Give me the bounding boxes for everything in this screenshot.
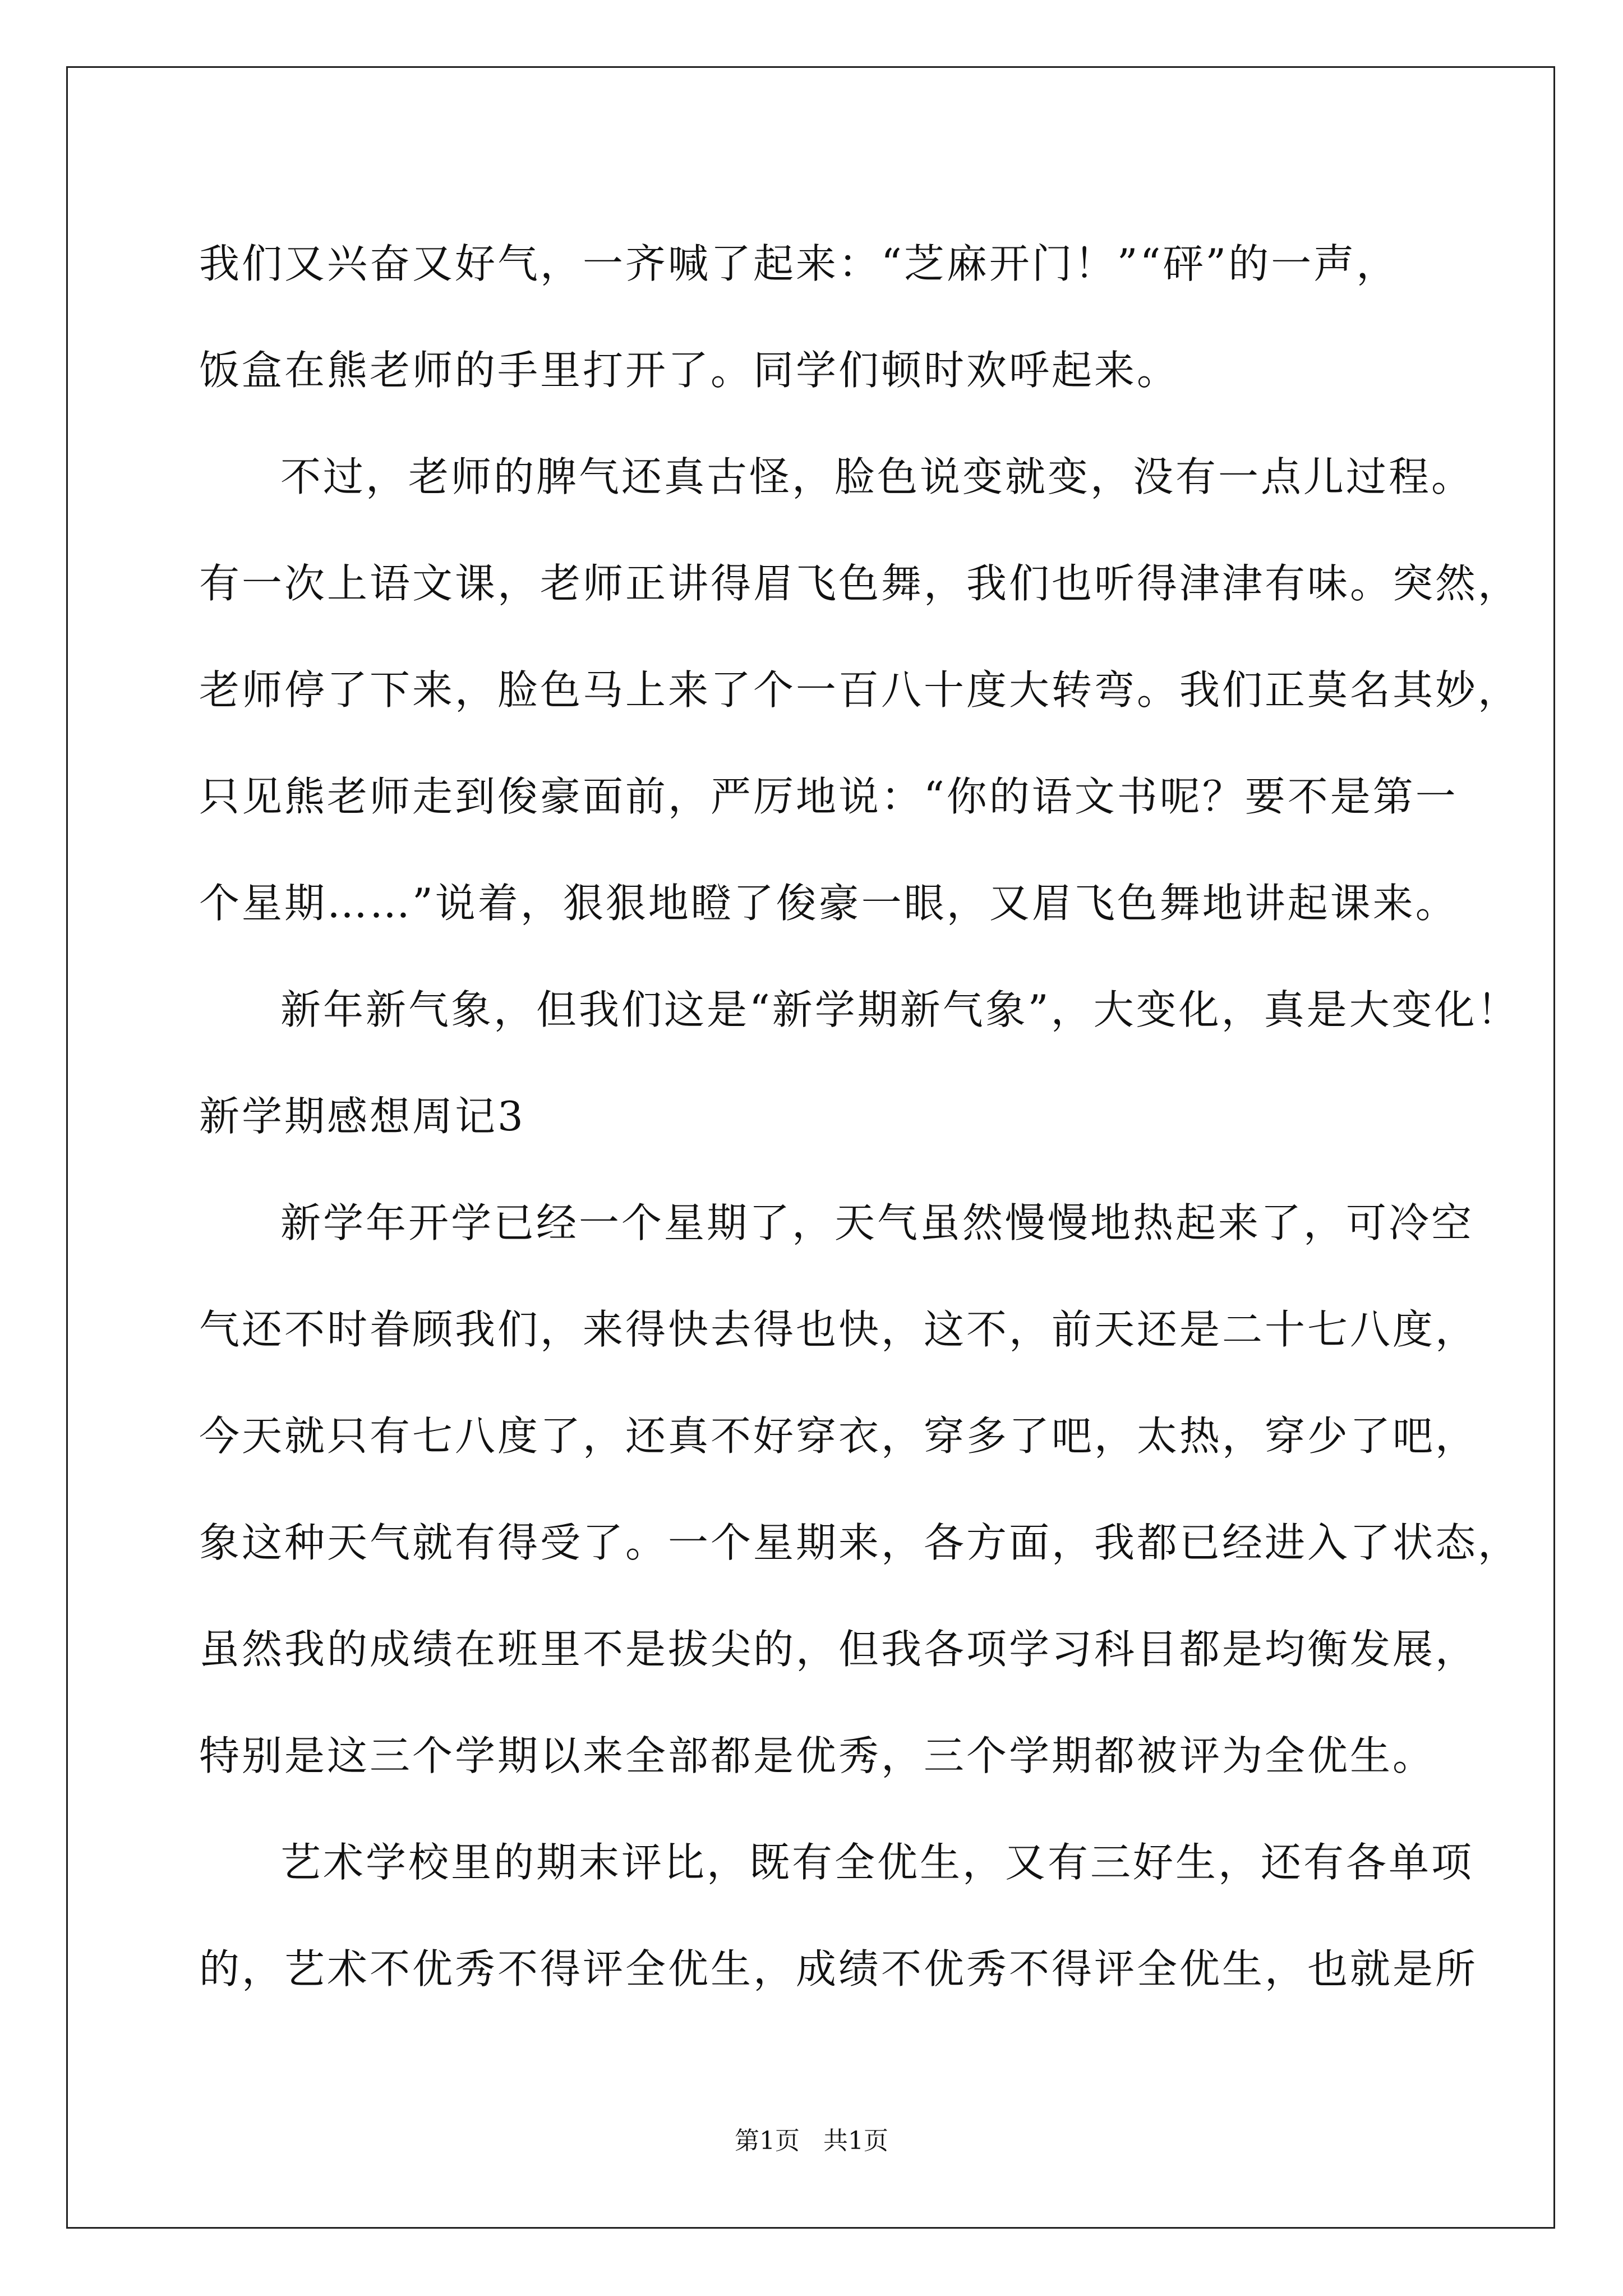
text-line-6: 只见熊老师走到俊豪面前，严厉地说：“你的语文书呢？要不是第一 [199, 773, 1458, 820]
text-line-1: 我们又兴奋又好气，一齐喊了起来：“芝麻开门！”“砰”的一声， [199, 240, 1399, 287]
text-line-5: 老师停了下来，脸色马上来了个一百八十度大转弯。我们正莫名其妙， [199, 666, 1521, 714]
text-line-3: 不过，老师的脾气还真古怪，脸色说变就变，没有一点儿过程。 [280, 453, 1474, 500]
text-line-11: 气还不时眷顾我们，来得快去得也快，这不，前天还是二十七八度， [199, 1306, 1478, 1353]
text-line-7: 个星期……”说着，狠狠地瞪了俊豪一眼，又眉飞色舞地讲起课来。 [199, 880, 1458, 927]
text-line-14: 虽然我的成绩在班里不是拔尖的，但我各项学习科目都是均衡发展， [199, 1626, 1478, 1673]
section-heading: 新学期感想周记3 [199, 1093, 525, 1140]
text-line-10: 新学年开学已经一个星期了，天气虽然慢慢地热起来了，可冷空 [280, 1199, 1474, 1246]
text-line-17: 的，艺术不优秀不得评全优生，成绩不优秀不得评全优生，也就是所 [199, 1945, 1478, 1993]
text-line-13: 象这种天气就有得受了。一个星期来，各方面，我都已经进入了状态， [199, 1519, 1521, 1566]
document-body [199, 210, 1521, 2022]
text-line-8: 新年新气象，但我们这是“新学期新气象”，大变化，真是大变化！ [280, 986, 1520, 1033]
text-line-4: 有一次上语文课，老师正讲得眉飞色舞，我们也听得津津有味。突然， [199, 560, 1521, 607]
text-line-16: 艺术学校里的期末评比，既有全优生，又有三好生，还有各单项 [280, 1839, 1474, 1886]
text-line-12: 今天就只有七八度了，还真不好穿衣，穿多了吧，太热，穿少了吧， [199, 1412, 1478, 1460]
text-line-15: 特别是这三个学期以来全部都是优秀，三个学期都被评为全优生。 [199, 1732, 1436, 1779]
text-line-2: 饭盒在熊老师的手里打开了。同学们顿时欢呼起来。 [199, 347, 1180, 394]
page-footer: 第1页 共1页 [735, 2127, 888, 2155]
